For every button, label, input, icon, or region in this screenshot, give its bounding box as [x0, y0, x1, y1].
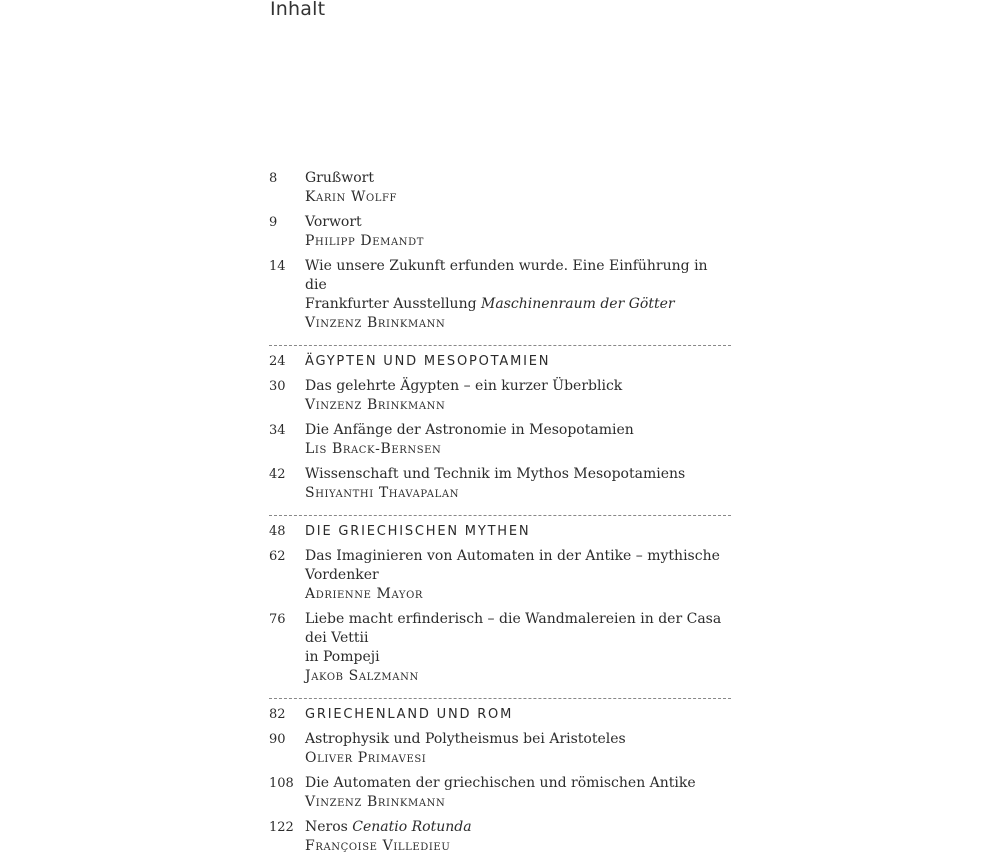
page-number: 42 [269, 467, 286, 482]
entry-title-plain: Neros [305, 819, 353, 835]
toc-entry[interactable] [269, 465, 731, 503]
page-number: 62 [269, 549, 286, 564]
entry-author: Oliver Primavesi [305, 750, 427, 766]
toc-entry-grusswort[interactable] [269, 169, 731, 207]
entry-title: Astrophysik und Polytheismus bei Aristoteles [305, 731, 626, 747]
page-number: 24 [269, 354, 286, 369]
entry-author: Françoise Villedieu [305, 838, 451, 854]
section-heading-griechenland[interactable] [269, 705, 731, 724]
page-number: 76 [269, 612, 286, 627]
entry-title: Wissenschaft und Technik im Mythos Mesopotamiens [305, 466, 686, 482]
entry-author: Vinzenz Brinkmann [305, 315, 446, 331]
page-number: 82 [269, 707, 286, 722]
table-of-contents [269, 169, 731, 856]
entry-author: Lis Brack-Bernsen [305, 441, 442, 457]
toc-entry-einfuehrung[interactable] [269, 257, 731, 333]
section-heading-aegypten[interactable] [269, 352, 731, 371]
page-number: 122 [269, 820, 294, 835]
section-heading-mythen[interactable] [269, 522, 731, 541]
entry-title: Das gelehrte Ägypten – ein kurzer Überblick [305, 378, 623, 394]
section-divider [269, 515, 731, 516]
entry-title [305, 818, 731, 837]
page-number: 34 [269, 423, 286, 438]
entry-title-italic: Cenatio Rotunda [352, 819, 472, 835]
toc-entry[interactable] [269, 730, 731, 768]
section-title: DIE GRIECHISCHEN MYTHEN [305, 524, 531, 539]
page-number: 30 [269, 379, 286, 394]
entry-author: Shiyanthi Thavapalan [305, 485, 460, 501]
section-divider [269, 698, 731, 699]
entry-title-plain: Frankfurter Ausstellung [305, 296, 482, 312]
toc-entry[interactable] [269, 421, 731, 459]
toc-entry[interactable] [269, 818, 731, 856]
exhibition-title: Maschinenraum der Götter [481, 296, 675, 312]
toc-entry[interactable] [269, 547, 731, 604]
toc-entry[interactable] [269, 377, 731, 415]
page-number: 90 [269, 732, 286, 747]
entry-title: Die Anfänge der Astronomie in Mesopotamien [305, 422, 634, 438]
page-number: 8 [269, 171, 278, 186]
page-title: Inhalt [270, 0, 326, 20]
entry-author: Philipp Demandt [305, 233, 425, 249]
entry-title-line2: in Pompeji [305, 649, 380, 665]
page-number: 14 [269, 259, 286, 274]
section-title: ÄGYPTEN UND MESOPOTAMIEN [305, 354, 551, 369]
page-number: 108 [269, 776, 294, 791]
entry-title-line2 [305, 295, 731, 314]
entry-title-line1: Wie unsere Zukunft erfunden wurde. Eine Einführung in die [305, 258, 708, 293]
entry-author: Jakob Salzmann [305, 668, 419, 684]
entry-title: Das Imaginieren von Automaten in der Antike – mythische Vordenker [305, 548, 720, 583]
entry-author: Vinzenz Brinkmann [305, 397, 446, 413]
toc-entry-vorwort[interactable] [269, 213, 731, 251]
entry-title-line1: Liebe macht erfinderisch – die Wandmalereien in der Casa dei Vettii [305, 611, 722, 646]
toc-entry[interactable] [269, 774, 731, 812]
entry-author: Vinzenz Brinkmann [305, 794, 446, 810]
entry-author: Karin Wolff [305, 189, 398, 205]
page-number: 9 [269, 215, 278, 230]
toc-entry[interactable] [269, 610, 731, 686]
entry-title: Grußwort [305, 170, 374, 186]
section-divider [269, 345, 731, 346]
entry-title: Vorwort [305, 214, 362, 230]
entry-title: Die Automaten der griechischen und römischen Antike [305, 775, 696, 791]
page-number: 48 [269, 524, 286, 539]
entry-author: Adrienne Mayor [305, 586, 424, 602]
section-title: GRIECHENLAND UND ROM [305, 707, 514, 722]
